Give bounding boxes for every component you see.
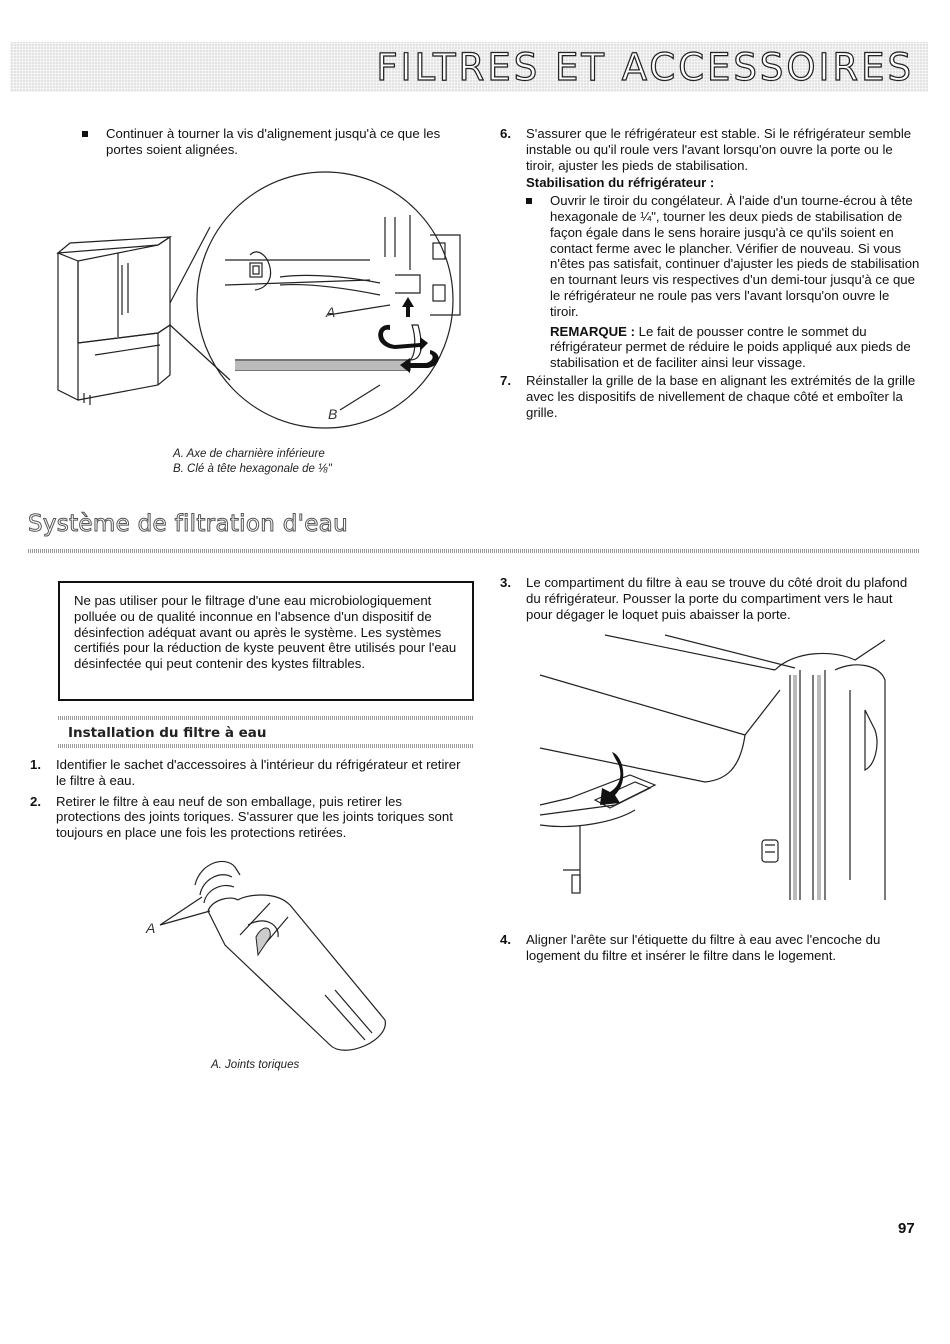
page-title: FILTRES ET ACCESSOIRES xyxy=(376,46,914,89)
step-3-text: Le compartiment du filtre à eau se trouve du côté droit du plafond du réfrigérateur. Pousser la porte du compartiment vers le haut pour dégager le loquet puis abaisser la porte. xyxy=(526,575,908,622)
hinge-figure-caption xyxy=(173,447,433,477)
filter-figure-caption: A. Joints toriques xyxy=(211,1059,300,1071)
right-top-column xyxy=(500,126,920,420)
stabilization-bullet-text: Ouvrir le tiroir du congélateur. À l'aide d'un tourne-écrou à tête hexagonale de ¼", tourner les deux pieds de stabilisation de façon égale dans le sens horaire jusqu'à ce qu'ils soient en contact ferme avec le plancher. Vérifier de nouveau. Si vous n'êtes pas satisfait, continuer d'ajuster les pieds de stabilisation en tournant leurs vis respectives d'un demi-tour jusqu'à ce que le réfrigérateur ne roule pas vers l'avant lorsqu'on ouvre le tiroir. xyxy=(550,193,920,319)
alignment-bullet-text: Continuer à tourner la vis d'alignement jusqu'à ce que les portes soient alignées. xyxy=(106,126,441,157)
hinge-adjustment-illustration xyxy=(50,165,480,440)
step-1-number: 1. xyxy=(30,757,41,772)
step-6-text: S'assurer que le réfrigérateur est stable. Si le réfrigérateur semble instable ou qu'il roule vers l'avant lorsqu'on ouvre la porte ou le tiroir, ajuster les pieds de stabilisation. xyxy=(526,126,912,173)
step-2 xyxy=(30,794,470,841)
note-label: REMARQUE : xyxy=(550,323,635,339)
step-2-number: 2. xyxy=(30,793,41,809)
step-1 xyxy=(30,757,470,789)
install-heading-rule-bottom xyxy=(58,744,474,748)
filter-compartment-illustration xyxy=(535,630,895,905)
install-steps-left xyxy=(30,757,470,841)
section-divider xyxy=(28,549,920,553)
note xyxy=(550,324,920,371)
step-3 xyxy=(500,575,920,622)
step-7 xyxy=(500,373,920,420)
section-title: Système de filtration d'eau xyxy=(28,511,348,537)
figure-label-b: B xyxy=(328,406,338,422)
step-6-number: 6. xyxy=(500,126,511,141)
stabilization-subheading: Stabilisation du réfrigérateur : xyxy=(526,175,715,191)
note-text: Le fait de pousser contre le sommet du réfrigérateur permet de réduire le poids appliqué aux pieds de stabilisation et de faciliter ainsi leur vissage. xyxy=(550,323,911,371)
caption-b: B. Clé à tête hexagonale de ⅛" xyxy=(173,463,332,475)
install-heading-rule-top xyxy=(58,716,474,720)
page-number: 97 xyxy=(898,1220,915,1237)
step-4-text: Aligner l'arête sur l'étiquette du filtre à eau avec l'encoche du logement du filtre et insérer le filtre dans le logement. xyxy=(526,932,881,963)
install-step-3-block xyxy=(500,575,920,622)
water-filter-illustration xyxy=(140,855,400,1060)
step-2-text: Retirer le filtre à eau neuf de son emballage, puis retirer les protections des joints toriques. S'assurer que les joints toriques sont toujours en place une fois les protections retirées. xyxy=(56,793,453,841)
step-7-text: Réinstaller la grille de la base en alignant les extrémités de la grille avec les dispositifs de nivellement de chaque côté et emboîter la grille. xyxy=(526,372,916,420)
install-step-4-block xyxy=(500,932,920,964)
warning-box xyxy=(58,581,474,701)
step-1-text: Identifier le sachet d'accessoires à l'intérieur du réfrigérateur et retirer le filtre à eau. xyxy=(56,757,461,788)
step-7-number: 7. xyxy=(500,372,511,388)
step-4-number: 4. xyxy=(500,932,511,947)
alignment-bullet xyxy=(82,126,474,158)
figure-label-a: A xyxy=(326,304,336,320)
warning-text: Ne pas utiliser pour le filtrage d'une eau microbiologiquement polluée ou de qualité inconnue en l'absence d'un dispositif de désinfection adéquat avant ou après le système. Les systèmes certifiés pour la réduction de kyste peuvent être utilisés pour l'eau désinfectée qui peut contenir des kystes filtrables. xyxy=(74,593,457,672)
caption-a: A. Axe de charnière inférieure xyxy=(173,448,325,460)
step-6 xyxy=(500,126,920,173)
filter-label-a: A xyxy=(146,920,156,936)
step-3-number: 3. xyxy=(500,575,511,590)
stabilization-bullet xyxy=(526,193,920,319)
install-heading: Installation du filtre à eau xyxy=(68,725,267,741)
header-banner xyxy=(10,42,928,92)
step-4 xyxy=(500,932,920,964)
